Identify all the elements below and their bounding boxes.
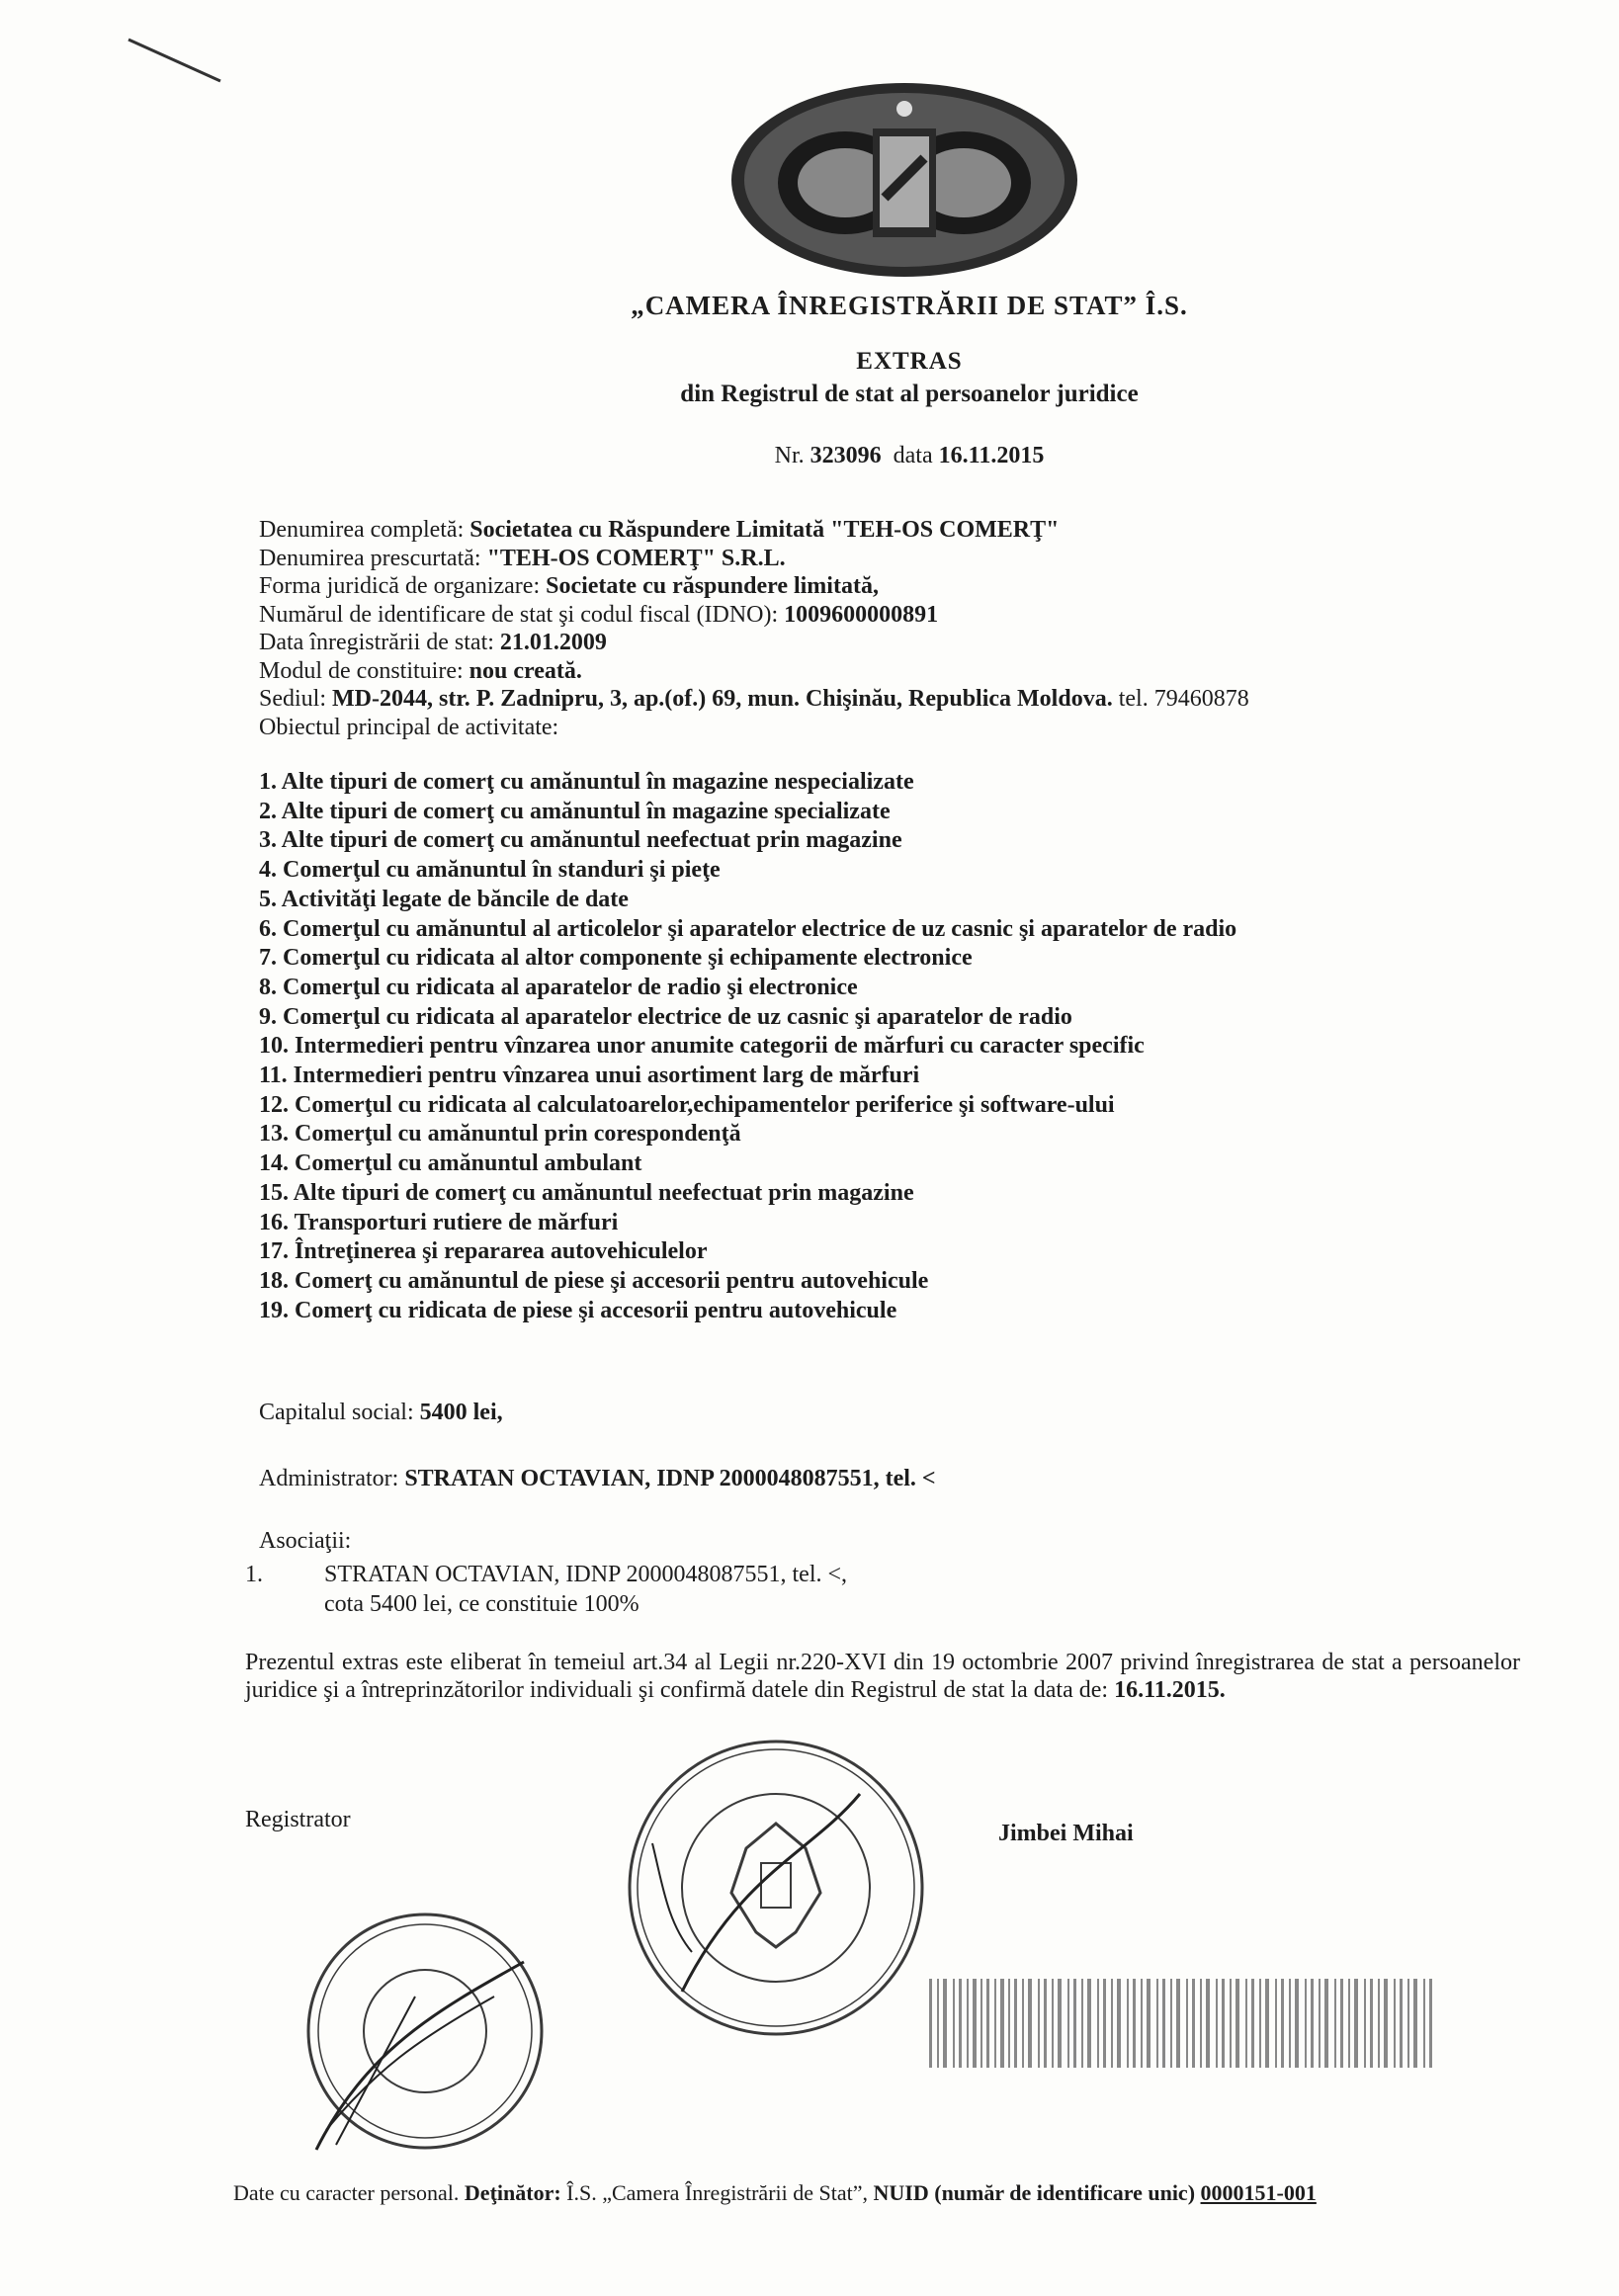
list-item: 8. Comerţul cu ridicata al aparatelor de radio şi electronice xyxy=(259,974,858,1000)
state-stamp-icon xyxy=(623,1735,929,2041)
list-item: 2. Alte tipuri de comerţ cu amănuntul în magazine specializate xyxy=(259,798,891,824)
list-item: 1. Alte tipuri de comerţ cu amănuntul în magazine nespecializate xyxy=(259,769,914,795)
field-registration-date xyxy=(259,629,1445,657)
field-value: MD-2044, str. P. Zadnipru, 3, ap.(of.) 69, mun. Chişinău, Republica Moldova. xyxy=(332,686,1113,712)
registrar-label: Registrator xyxy=(245,1807,351,1832)
field-label: Modul de constituire: xyxy=(259,657,464,684)
field-legal-form xyxy=(259,572,1445,601)
capital-line xyxy=(259,1400,503,1426)
administrator-line xyxy=(259,1466,936,1492)
associate-number: 1. xyxy=(245,1562,263,1587)
field-label: Data înregistrării de stat: xyxy=(259,630,494,655)
field-label: Forma juridică de organizare: xyxy=(259,573,541,599)
list-item: 18. Comerţ cu amănuntul de piese şi accesorii pentru autovehicule xyxy=(259,1267,929,1294)
field-phone: tel. 79460878 xyxy=(1118,686,1249,712)
list-item: 4. Comerţul cu amănuntul în standuri şi pieţe xyxy=(259,857,721,884)
administrator-label: Administrator: xyxy=(259,1466,399,1491)
date-label: data xyxy=(893,443,933,468)
document-date: 16.11.2015 xyxy=(938,443,1045,468)
capital-label: Capitalul social: xyxy=(259,1400,414,1425)
associate-row xyxy=(245,1560,847,1619)
list-item: 16. Transporturi rutiere de mărfuri xyxy=(259,1209,619,1235)
field-value: Societate cu răspundere limitată, xyxy=(546,573,879,599)
field-address xyxy=(259,685,1445,714)
document-subtitle: din Registrul de stat al persoanelor juridice xyxy=(680,381,1139,407)
footer-nuid: 0000151-001 xyxy=(1200,2180,1317,2205)
footer-holder-label: Deţinător: xyxy=(464,2180,561,2205)
document-title: EXTRAS xyxy=(856,348,963,375)
registry-logo-icon xyxy=(726,79,1082,282)
company-fields xyxy=(259,516,1445,741)
field-label: Numărul de identificare de stat şi codul fiscal (IDNO): xyxy=(259,601,779,628)
barcode-icon xyxy=(929,1979,1443,2087)
field-label: Denumirea completă: xyxy=(259,517,465,543)
list-item: 3. Alte tipuri de comerţ cu amănuntul neefectuat prin magazine xyxy=(259,827,902,854)
pen-mark xyxy=(127,32,225,91)
list-item: 12. Comerţul cu ridicata al calculatoarelor,echipamentelor periferice şi software-ului xyxy=(259,1091,1115,1118)
closing-date: 16.11.2015. xyxy=(1114,1677,1226,1703)
list-item: 19. Comerţ cu ridicata de piese şi accesorii pentru autovehicule xyxy=(259,1297,897,1323)
number-label: Nr. xyxy=(774,443,805,468)
list-item: 11. Intermedieri pentru vînzarea unui asortiment larg de mărfuri xyxy=(259,1063,920,1089)
footer-holder: Î.S. „Camera Înregistrării de Stat”, xyxy=(566,2180,869,2205)
field-constitution-mode xyxy=(259,657,1445,686)
institution-name: „CAMERA ÎNREGISTRĂRII DE STAT” Î.S. xyxy=(631,291,1188,320)
registrar-name: Jimbei Mihai xyxy=(998,1821,1134,1846)
associates-label: Asociaţii: xyxy=(259,1528,352,1554)
list-item: 13. Comerţul cu amănuntul prin corespondenţă xyxy=(259,1121,741,1148)
document-number: 323096 xyxy=(810,443,882,468)
field-label: Sediul: xyxy=(259,686,327,712)
list-item: 14. Comerţul cu amănuntul ambulant xyxy=(259,1150,642,1177)
field-value: "TEH-OS COMERŢ" S.R.L. xyxy=(486,545,786,571)
closing-text: Prezentul extras este eliberat în temeiul art.34 al Legii nr.220-XVI din 19 octombrie 2007 privind înregistrarea de stat a persoanelor juridice şi a întreprinzătorilor individuali şi confirmă datele din Registrul de stat la data de: xyxy=(245,1650,1520,1703)
list-item: 15. Alte tipuri de comerţ cu amănuntul neefectuat prin magazine xyxy=(259,1179,914,1206)
field-label: Denumirea prescurtată: xyxy=(259,545,481,571)
field-short-name xyxy=(259,545,1445,573)
activities-list xyxy=(259,768,1445,1325)
footer-nuid-label: NUID (număr de identificare unic) xyxy=(873,2180,1196,2205)
field-value: 1009600000891 xyxy=(784,601,939,628)
associate-line: STRATAN OCTAVIAN, IDNP 2000048087551, tel. <, xyxy=(324,1562,848,1587)
activities-label: Obiectul principal de activitate: xyxy=(259,714,559,740)
closing-paragraph xyxy=(245,1649,1520,1704)
field-value: 21.01.2009 xyxy=(499,630,607,655)
field-value: nou creată. xyxy=(469,657,582,684)
field-value: Societatea cu Răspundere Limitată "TEH-OS COMERŢ" xyxy=(469,517,1060,543)
field-idno xyxy=(259,601,1445,630)
footer-personal-data: Date cu caracter personal. xyxy=(233,2180,460,2205)
field-full-name xyxy=(259,516,1445,545)
list-item: 7. Comerţul cu ridicata al altor componente şi echipamente electronice xyxy=(259,945,973,972)
footer xyxy=(233,2180,1317,2206)
company-stamp-icon xyxy=(297,1903,554,2160)
list-item: 6. Comerţul cu amănuntul al articolelor şi aparatelor electrice de uz casnic şi aparatelor de radio xyxy=(259,915,1237,942)
administrator-value: STRATAN OCTAVIAN, IDNP 2000048087551, tel. < xyxy=(404,1466,936,1491)
list-item: 5. Activităţi legate de băncile de date xyxy=(259,886,629,912)
list-item: 10. Intermedieri pentru vînzarea unor anumite categorii de mărfuri cu caracter specific xyxy=(259,1033,1145,1060)
capital-value: 5400 lei, xyxy=(419,1400,503,1425)
list-item: 9. Comerţul cu ridicata al aparatelor electrice de uz casnic şi aparatelor de radio xyxy=(259,1003,1072,1030)
list-item: 17. Întreţinerea şi repararea autovehiculelor xyxy=(259,1238,708,1265)
associate-share: cota 5400 lei, ce constituie 100% xyxy=(324,1591,639,1617)
document-number-line xyxy=(415,443,1404,469)
